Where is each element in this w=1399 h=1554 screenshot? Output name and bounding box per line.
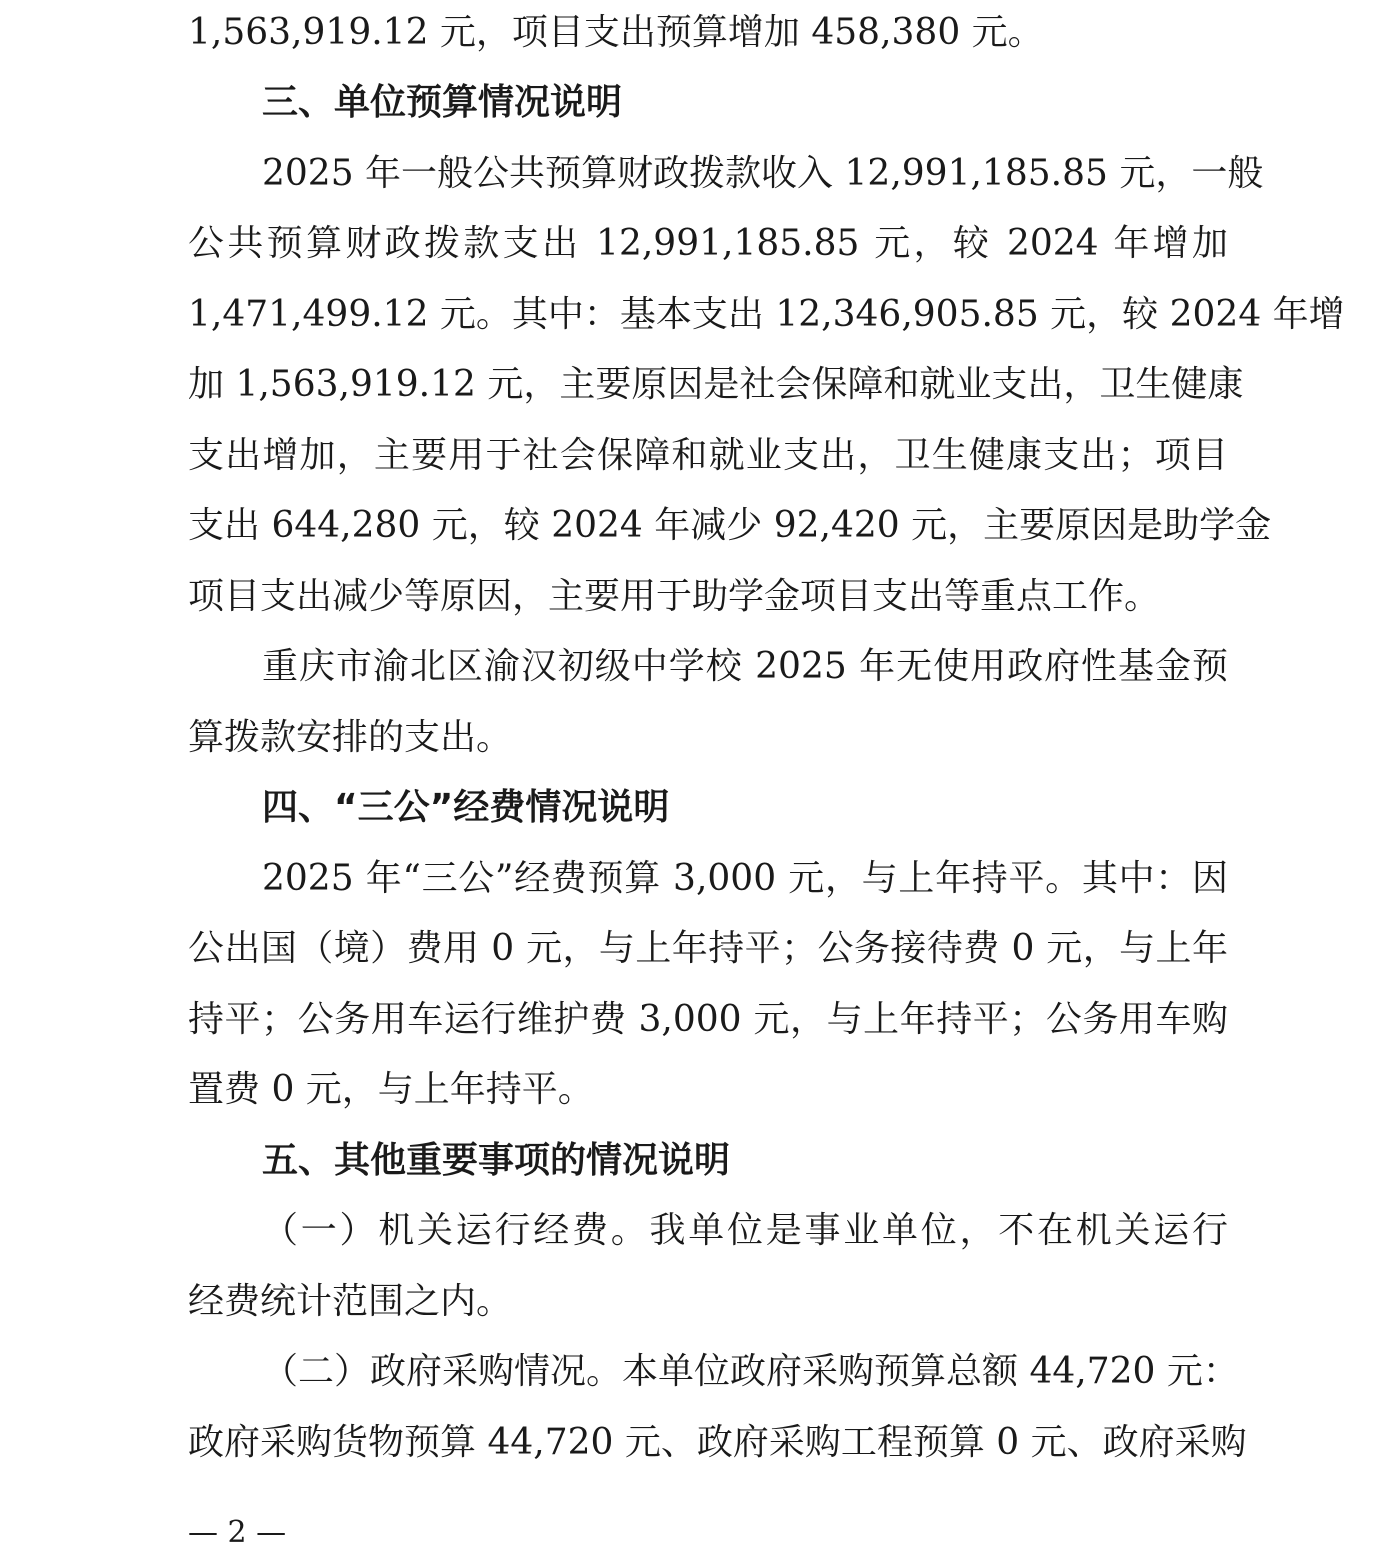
paragraph-line: 公出国（境）费用 0 元，与上年持平；公务接待费 0 元，与上年 xyxy=(188,928,1228,969)
section-heading-5: 五、其他重要事项的情况说明 xyxy=(262,1140,731,1181)
page-number: — 2 — xyxy=(188,1515,287,1550)
paragraph-line: 经费统计范围之内。 xyxy=(188,1281,513,1322)
paragraph-line: 公共预算财政拨款支出 12,991,185.85 元，较 2024 年增加 xyxy=(188,223,1228,264)
paragraph-line: 2025 年一般公共预算财政拨款收入 12,991,185.85 元，一般 xyxy=(262,153,1264,194)
section-heading-4: 四、“三公”经费情况说明 xyxy=(262,787,670,828)
paragraph-line: （二）政府采购情况。本单位政府采购预算总额 44,720 元： xyxy=(262,1351,1239,1392)
paragraph-line: 1,563,919.12 元，项目支出预算增加 458,380 元。 xyxy=(188,12,1044,53)
paragraph-line: 政府采购货物预算 44,720 元、政府采购工程预算 0 元、政府采购 xyxy=(188,1422,1247,1463)
section-heading-3: 三、单位预算情况说明 xyxy=(262,82,623,123)
paragraph-line: 支出增加，主要用于社会保障和就业支出，卫生健康支出；项目 xyxy=(188,435,1228,476)
paragraph-line: 1,471,499.12 元。其中：基本支出 12,346,905.85 元，较 2024 年增 xyxy=(188,294,1345,335)
paragraph-line: 重庆市渝北区渝汉初级中学校 2025 年无使用政府性基金预 xyxy=(262,646,1228,687)
paragraph-line: 项目支出减少等原因，主要用于助学金项目支出等重点工作。 xyxy=(188,576,1161,617)
paragraph-line: 加 1,563,919.12 元，主要原因是社会保障和就业支出，卫生健康 xyxy=(188,364,1244,405)
paragraph-line: 持平；公务用车运行维护费 3,000 元，与上年持平；公务用车购 xyxy=(188,999,1228,1040)
paragraph-line: 置费 0 元，与上年持平。 xyxy=(188,1069,594,1110)
paragraph-line: （一）机关运行经费。我单位是事业单位，不在机关运行 xyxy=(262,1210,1228,1251)
paragraph-line: 算拨款安排的支出。 xyxy=(188,717,513,758)
paragraph-line: 2025 年“三公”经费预算 3,000 元，与上年持平。其中：因 xyxy=(262,858,1228,899)
paragraph-line: 支出 644,280 元，较 2024 年减少 92,420 元，主要原因是助学金 xyxy=(188,505,1272,546)
